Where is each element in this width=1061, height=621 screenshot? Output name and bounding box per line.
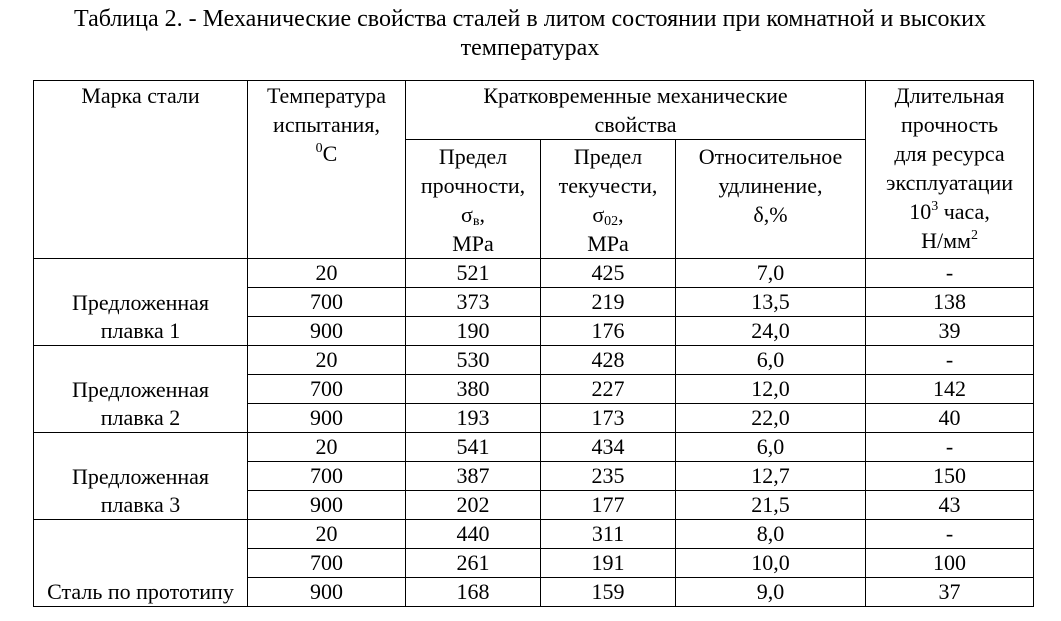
- header-yield-line2: текучести,: [558, 173, 658, 198]
- long-term-strength-cell: 40: [866, 404, 1034, 433]
- elongation-cell: 13,5: [676, 288, 866, 317]
- ultimate-strength-cell: 530: [406, 346, 541, 375]
- temperature-cell: 20: [248, 259, 406, 288]
- header-long-unit: Н/мм: [921, 228, 971, 253]
- elongation-cell: 7,0: [676, 259, 866, 288]
- header-long-term: [866, 81, 1034, 259]
- temperature-cell: 900: [248, 491, 406, 520]
- header-short-term: [406, 81, 866, 140]
- header-temp-line1: Температура: [266, 83, 387, 108]
- yield-strength-cell: 176: [541, 317, 676, 346]
- elongation-cell: 24,0: [676, 317, 866, 346]
- header-temperature: [248, 81, 406, 259]
- header-grade: [34, 81, 248, 259]
- table-caption: Таблица 2. - Механические свойства сталей в литом состоянии при комнатной и высоких температурах: [74, 6, 986, 61]
- yield-strength-cell: 311: [541, 520, 676, 549]
- long-term-strength-cell: -: [866, 346, 1034, 375]
- header-temp-line2: испытания,: [273, 112, 380, 137]
- header-elongation: [676, 140, 866, 259]
- table-row: [34, 433, 1034, 462]
- header-yield-sub: 02: [604, 214, 619, 229]
- temperature-cell: 900: [248, 404, 406, 433]
- yield-strength-cell: 434: [541, 433, 676, 462]
- long-term-strength-cell: 37: [866, 578, 1034, 607]
- header-strength-line1: Предел: [438, 144, 508, 169]
- yield-strength-cell: 428: [541, 346, 676, 375]
- temperature-cell: 700: [248, 549, 406, 578]
- ultimate-strength-cell: 193: [406, 404, 541, 433]
- header-long-line1: Длительная: [894, 83, 1005, 108]
- ultimate-strength-cell: 541: [406, 433, 541, 462]
- header-long-exp: 3: [931, 199, 939, 214]
- elongation-cell: 8,0: [676, 520, 866, 549]
- elongation-cell: 12,7: [676, 462, 866, 491]
- long-term-strength-cell: 142: [866, 375, 1034, 404]
- ultimate-strength-cell: 380: [406, 375, 541, 404]
- table-row: [34, 259, 1034, 288]
- steel-grade-cell: Предложенная плавка 2: [34, 346, 248, 433]
- long-term-strength-cell: 150: [866, 462, 1034, 491]
- elongation-cell: 12,0: [676, 375, 866, 404]
- steel-grade-cell: Предложенная плавка 3: [34, 433, 248, 520]
- header-short-term-label: Кратковременные механические свойства: [483, 83, 788, 137]
- header-yield-symbol: σ: [592, 202, 605, 227]
- header-long-unit-exp: 2: [970, 228, 978, 243]
- header-long-num: 10: [909, 199, 932, 224]
- header-temp-unit: С: [322, 141, 338, 166]
- header-row-top: [34, 81, 1034, 140]
- temperature-cell: 900: [248, 317, 406, 346]
- header-long-line4: эксплуатации: [886, 170, 1013, 195]
- steel-grade-cell: Предложенная плавка 1: [34, 259, 248, 346]
- elongation-cell: 6,0: [676, 433, 866, 462]
- ultimate-strength-cell: 521: [406, 259, 541, 288]
- temperature-cell: 20: [248, 433, 406, 462]
- yield-strength-cell: 219: [541, 288, 676, 317]
- yield-strength-cell: 227: [541, 375, 676, 404]
- ultimate-strength-cell: 190: [406, 317, 541, 346]
- long-term-strength-cell: -: [866, 433, 1034, 462]
- elongation-cell: 21,5: [676, 491, 866, 520]
- temperature-cell: 20: [248, 346, 406, 375]
- header-elong-line3: δ,%: [753, 202, 788, 227]
- temperature-cell: 20: [248, 520, 406, 549]
- ultimate-strength-cell: 387: [406, 462, 541, 491]
- long-term-strength-cell: -: [866, 259, 1034, 288]
- header-long-hours: часа,: [938, 199, 990, 224]
- yield-strength-cell: 173: [541, 404, 676, 433]
- header-long-line3: для ресурса: [894, 141, 1005, 166]
- header-grade-label: Марка стали: [81, 83, 200, 108]
- temperature-cell: 700: [248, 462, 406, 491]
- yield-strength-cell: 177: [541, 491, 676, 520]
- ultimate-strength-cell: 202: [406, 491, 541, 520]
- header-yield-strength: Предел текучести, $\sigma_{02}$, MPa: [541, 140, 676, 259]
- temperature-cell: 900: [248, 578, 406, 607]
- header-yield-line1: Предел: [573, 144, 643, 169]
- header-yield-unit: MPa: [587, 231, 629, 256]
- yield-strength-cell: 159: [541, 578, 676, 607]
- long-term-strength-cell: 100: [866, 549, 1034, 578]
- yield-strength-cell: 235: [541, 462, 676, 491]
- header-long-line2: прочность: [901, 112, 999, 137]
- steel-grade-cell: Сталь по прототипу: [34, 520, 248, 607]
- header-strength-symbol: σ: [461, 202, 473, 227]
- header-temp-degree: 0: [315, 141, 323, 156]
- header-elong-line2: удлинение,: [718, 173, 823, 198]
- header-strength-line2: прочности,: [420, 173, 526, 198]
- long-term-strength-cell: 43: [866, 491, 1034, 520]
- header-strength-sub: в: [472, 214, 480, 229]
- elongation-cell: 6,0: [676, 346, 866, 375]
- header-elong-line1: Относительное: [698, 144, 843, 169]
- mechanical-properties-table: [33, 80, 1034, 607]
- elongation-cell: 22,0: [676, 404, 866, 433]
- temperature-cell: 700: [248, 375, 406, 404]
- header-ultimate-strength: Предел прочности, $\sigma_в$, MPa: [406, 140, 541, 259]
- ultimate-strength-cell: 440: [406, 520, 541, 549]
- header-strength-unit: MPa: [452, 231, 494, 256]
- ultimate-strength-cell: 373: [406, 288, 541, 317]
- elongation-cell: 10,0: [676, 549, 866, 578]
- elongation-cell: 9,0: [676, 578, 866, 607]
- yield-strength-cell: 425: [541, 259, 676, 288]
- ultimate-strength-cell: 261: [406, 549, 541, 578]
- table-row: [34, 520, 1034, 549]
- long-term-strength-cell: -: [866, 520, 1034, 549]
- table-row: [34, 346, 1034, 375]
- long-term-strength-cell: 138: [866, 288, 1034, 317]
- ultimate-strength-cell: 168: [406, 578, 541, 607]
- temperature-cell: 700: [248, 288, 406, 317]
- yield-strength-cell: 191: [541, 549, 676, 578]
- long-term-strength-cell: 39: [866, 317, 1034, 346]
